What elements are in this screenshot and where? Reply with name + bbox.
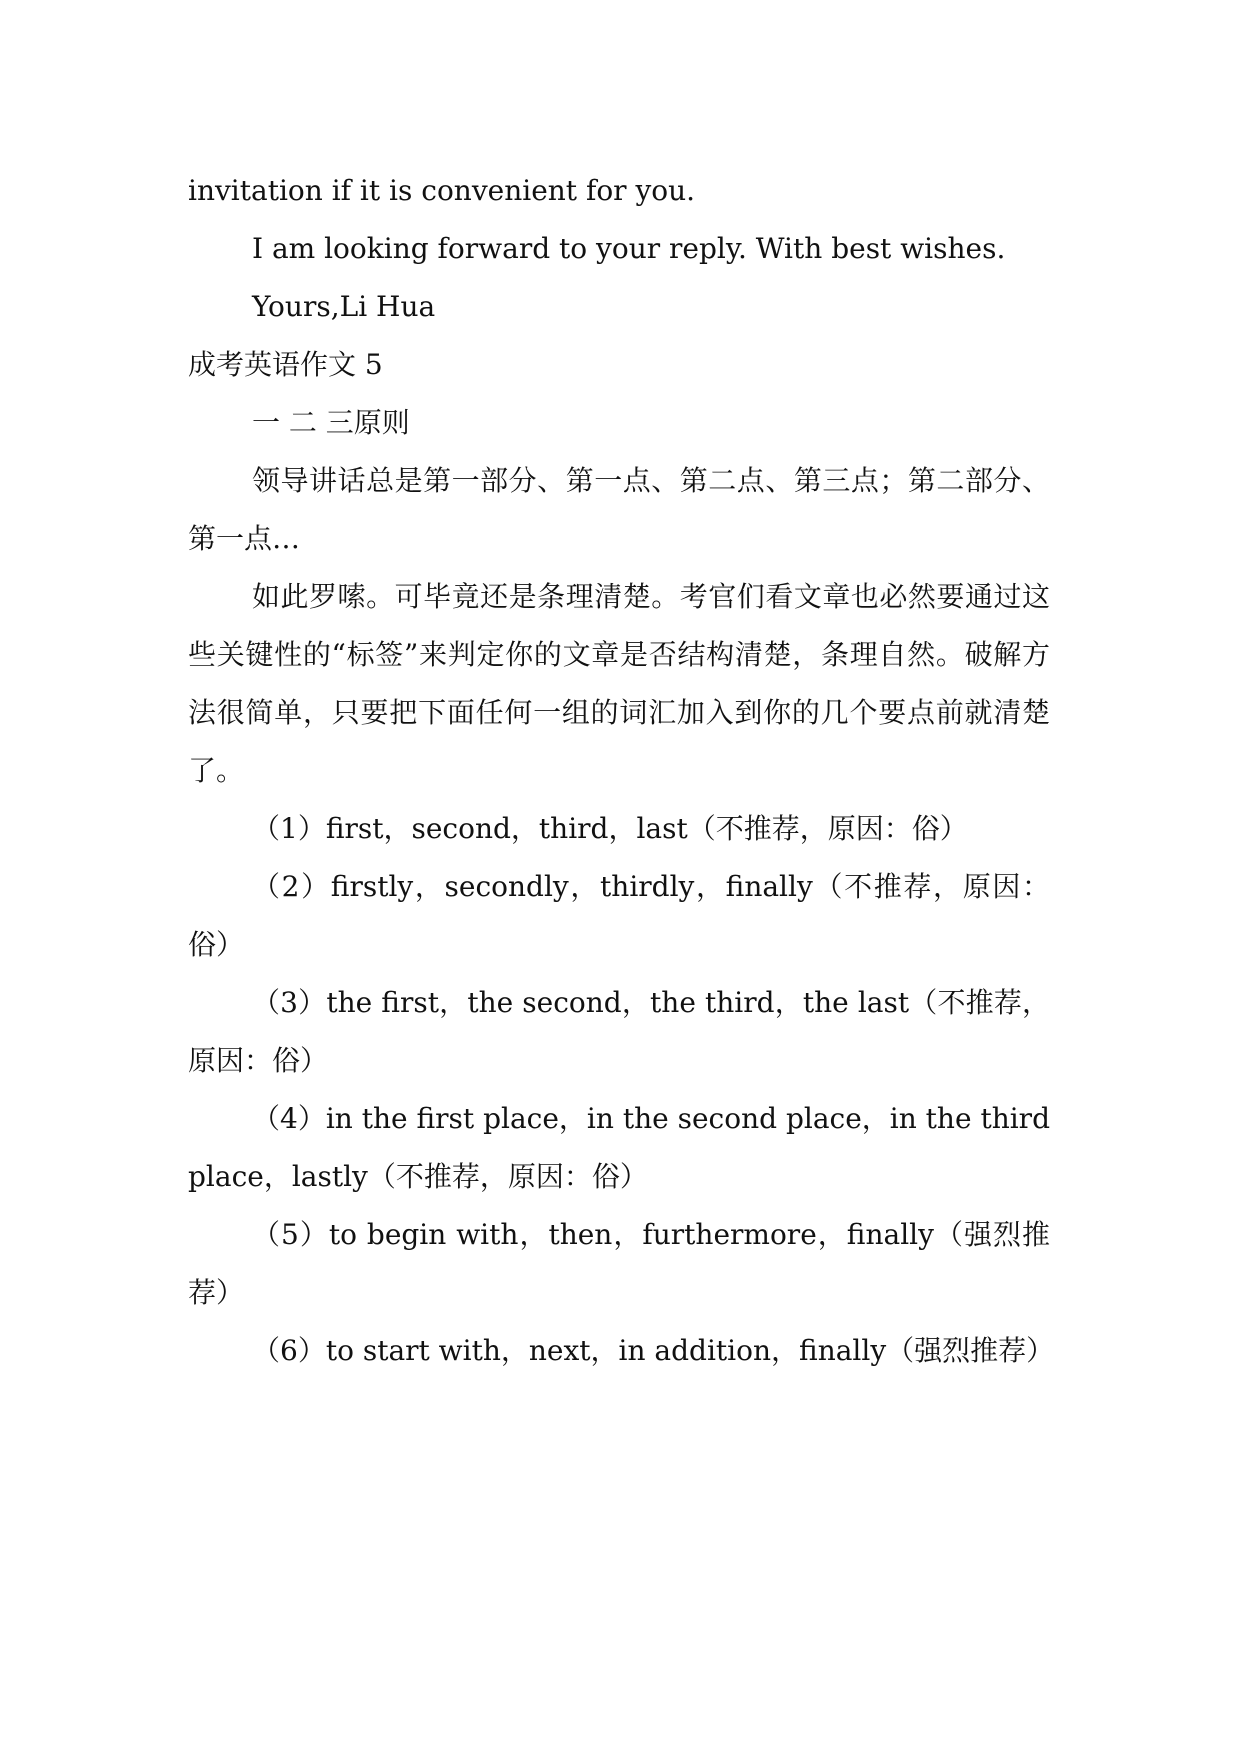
- list-item: （6）to start with，next，in addition，finally（强烈推荐）: [252, 1334, 1055, 1367]
- list-item: （5）to begin with，then，furthermore，finally（强烈推荐）: [188, 1218, 1050, 1309]
- paragraph: 如此罗嗦。可毕竟还是条理清楚。考官们看文章也必然要通过这些关键性的“标签”来判定你的文章是否结构清楚，条理自然。破解方法很简单，只要把下面任何一组的词汇加入到你的几个要点前就清楚了。: [188, 580, 1050, 787]
- invitation-line: invitation if it is convenient for you.: [188, 174, 696, 207]
- principle-heading: 一 二 三原则: [252, 406, 410, 439]
- document-page: [188, 162, 1055, 1380]
- signature: Yours,Li Hua: [252, 290, 436, 323]
- section-title: 成考英语作文 5: [188, 348, 383, 381]
- list-item: （3）the first，the second，the third，the last（不推荐，原因：俗）: [188, 986, 1050, 1077]
- list-item: （2）firstly，secondly，thirdly，finally（不推荐，原因：俗）: [188, 870, 1050, 961]
- list-item: （1）first，second，third，last（不推荐，原因：俗）: [252, 812, 968, 845]
- closing-paragraph: I am looking forward to your reply. With best wishes.: [252, 232, 1006, 265]
- paragraph: 领导讲话总是第一部分、第一点、第二点、第三点；第二部分、第一点…: [188, 464, 1050, 555]
- list-item: （4）in the first place，in the second place，in the third place，lastly（不推荐，原因：俗）: [188, 1102, 1050, 1193]
